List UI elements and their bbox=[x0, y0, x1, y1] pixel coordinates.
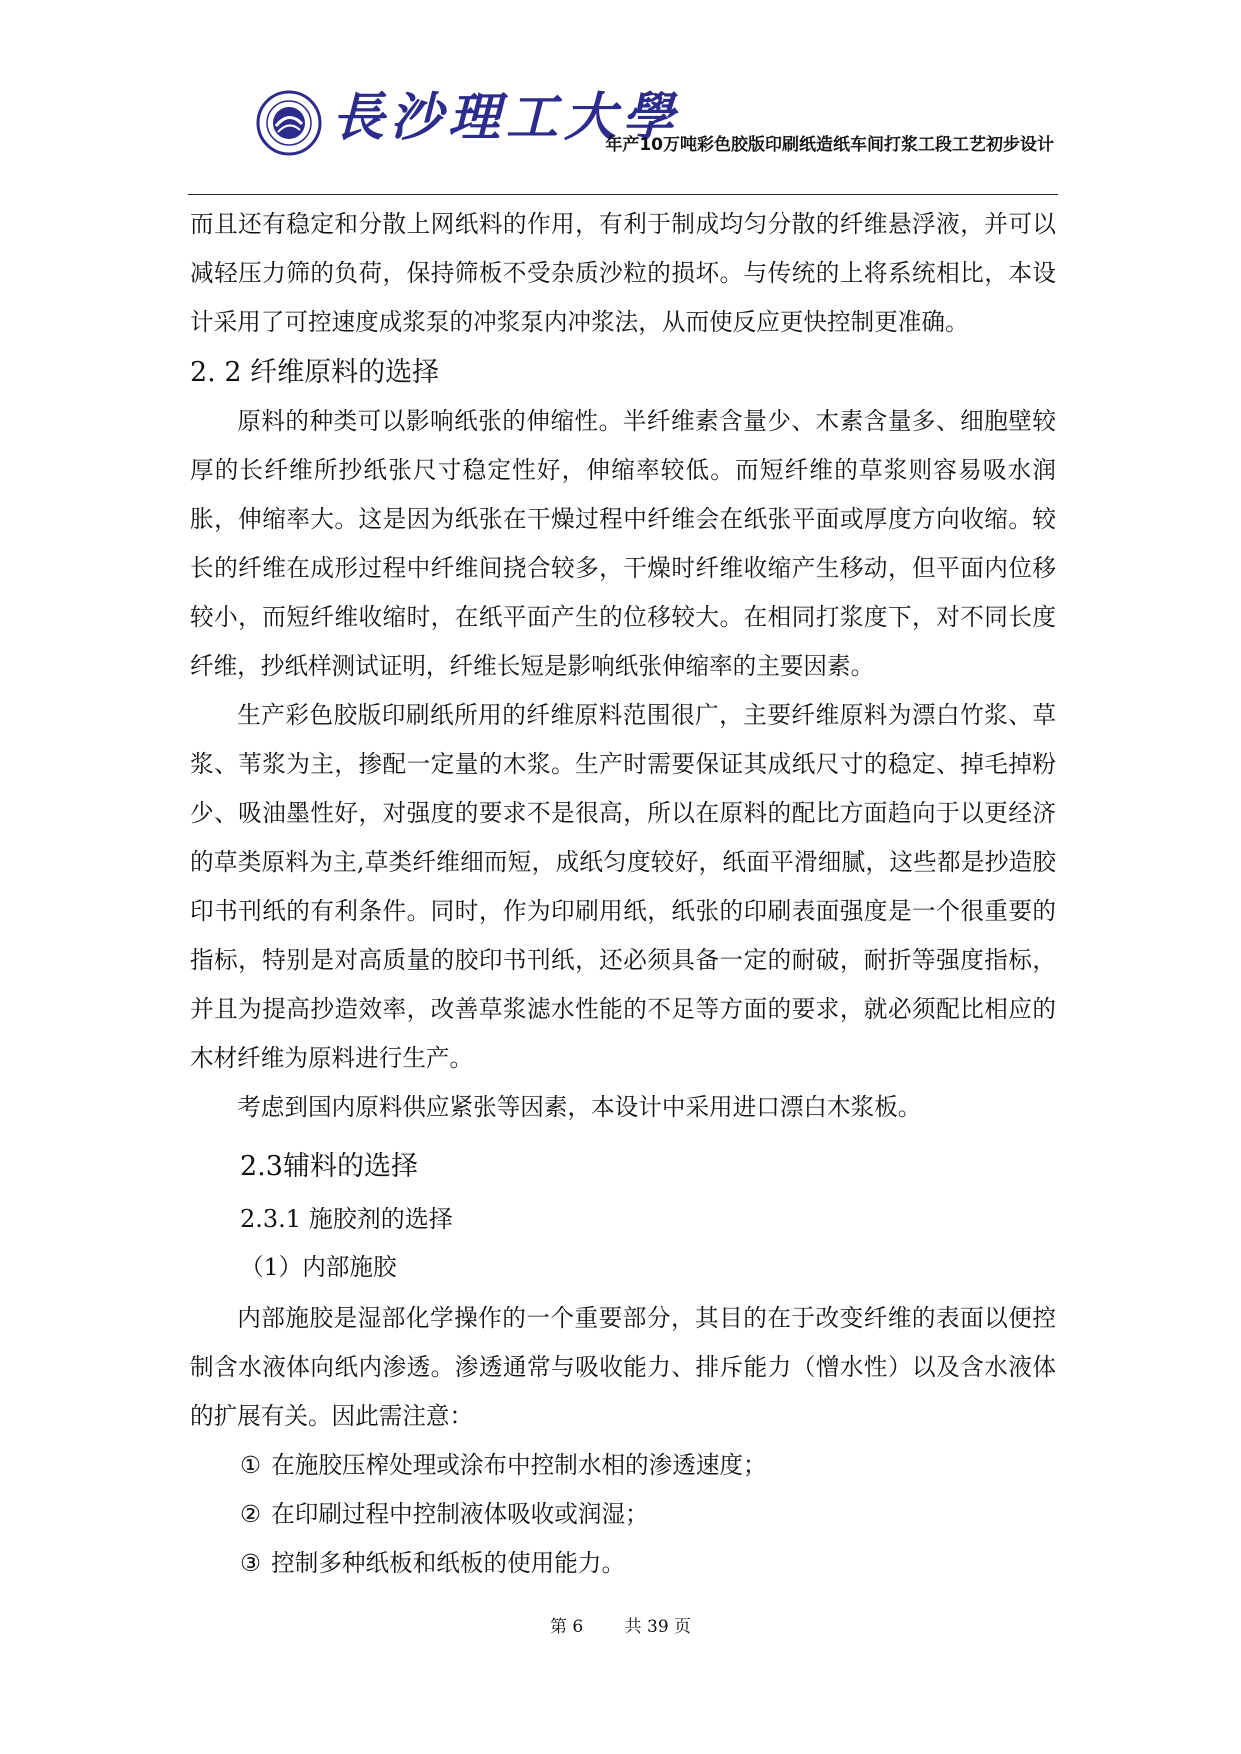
list-item-text: 在印刷过程中控制液体吸收或润湿； bbox=[271, 1500, 649, 1528]
list-marker: ② bbox=[240, 1500, 262, 1528]
paragraph: 原料的种类可以影响纸张的伸缩性。半纤维素含量少、木素含量多、细胞壁较厚的长纤维所抄纸张尺寸稳定性好，伸缩率较低。而短纤维的草浆则容易吸水润胀，伸缩率大。这是因为纸张在干燥过程中纤维会在纸张平面或厚度方向收缩。较长的纤维在成形过程中纤维间挠合较多，干燥时纤维收缩产生移动，但平面内位移较小，而短纤维收缩时，在纸平面产生的位移较大。在相同打浆度下，对不同长度纤维，抄纸样测试证明，纤维长短是影响纸张伸缩率的主要因素。 bbox=[190, 407, 1056, 680]
section-title: 纤维原料的选择 bbox=[250, 357, 440, 388]
section-heading-2-3 bbox=[240, 1144, 1056, 1190]
university-emblem-icon bbox=[256, 90, 322, 156]
subsection-heading-2-3-1: 2.3.1 施胶剂的选择 bbox=[240, 1205, 453, 1233]
paragraph: 内部施胶是湿部化学操作的一个重要部分，其目的在于改变纤维的表面以便控制含水液体向纸内渗透。渗透通常与吸收能力、排斥能力（憎水性）以及含水液体的扩展有关。因此需注意： bbox=[190, 1304, 1056, 1430]
paragraph: 生产彩色胶版印刷纸所用的纤维原料范围很广，主要纤维原料为漂白竹浆、草浆、苇浆为主，掺配一定量的木浆。生产时需要保证其成纸尺寸的稳定、掉毛掉粉少、吸油墨性好，对强度的要求不是很高，所以在原料的配比方面趋向于以更经济的草类原料为主,草类纤维细而短，成纸匀度较好，纸面平滑细腻，这些都是抄造胶印书刊纸的有利条件。同时，作为印刷用纸，纸张的印刷表面强度是一个很重要的指标，特别是对高质量的胶印书刊纸，还必须具备一定的耐破，耐折等强度指标，并且为提高抄造效率，改善草浆滤水性能的不足等方面的要求，就必须配比相应的木材纤维为原料进行生产。 bbox=[190, 701, 1056, 1072]
list-item bbox=[240, 1539, 1056, 1588]
paragraph: 考虑到国内原料供应紧张等因素，本设计中采用进口漂白木浆板。 bbox=[237, 1093, 922, 1121]
section-heading-2-2 bbox=[190, 351, 1056, 395]
page-header bbox=[188, 78, 1058, 196]
paragraph-continued: 而且还有稳定和分散上网纸料的作用，有利于制成均匀分散的纤维悬浮液，并可以减轻压力筛的负荷，保持筛板不受杂质沙粒的损坏。与传统的上将系统相比，本设计采用了可控速度成浆泵的冲浆泵内冲浆法，从而使反应更快控制更准确。 bbox=[190, 210, 1056, 336]
page-body bbox=[190, 200, 1056, 1588]
list-item-text: 控制多种纸板和纸板的使用能力。 bbox=[271, 1549, 626, 1577]
university-logo-text: 長沙理工大學 bbox=[332, 87, 681, 148]
page-number: 第 6 bbox=[549, 1617, 584, 1637]
list-item bbox=[240, 1441, 1056, 1490]
list-marker: ③ bbox=[240, 1549, 262, 1577]
section-number: 2.3 bbox=[240, 1151, 283, 1182]
sub-item-heading: （1）内部施胶 bbox=[240, 1253, 397, 1281]
list-item bbox=[240, 1490, 1056, 1539]
section-title: 辅料的选择 bbox=[282, 1151, 418, 1182]
section-number: 2. 2 bbox=[190, 357, 251, 388]
list-item-text: 在施胶压榨处理或涂布中控制水相的渗透速度； bbox=[271, 1451, 767, 1479]
document-title: 年产10万吨彩色胶版印刷纸造纸车间打浆工段工艺初步设计 bbox=[605, 135, 1054, 155]
header-divider bbox=[188, 194, 1058, 195]
page-footer bbox=[0, 1612, 1241, 1637]
total-pages: 共 39 页 bbox=[624, 1617, 692, 1637]
list-marker: ① bbox=[240, 1451, 262, 1479]
